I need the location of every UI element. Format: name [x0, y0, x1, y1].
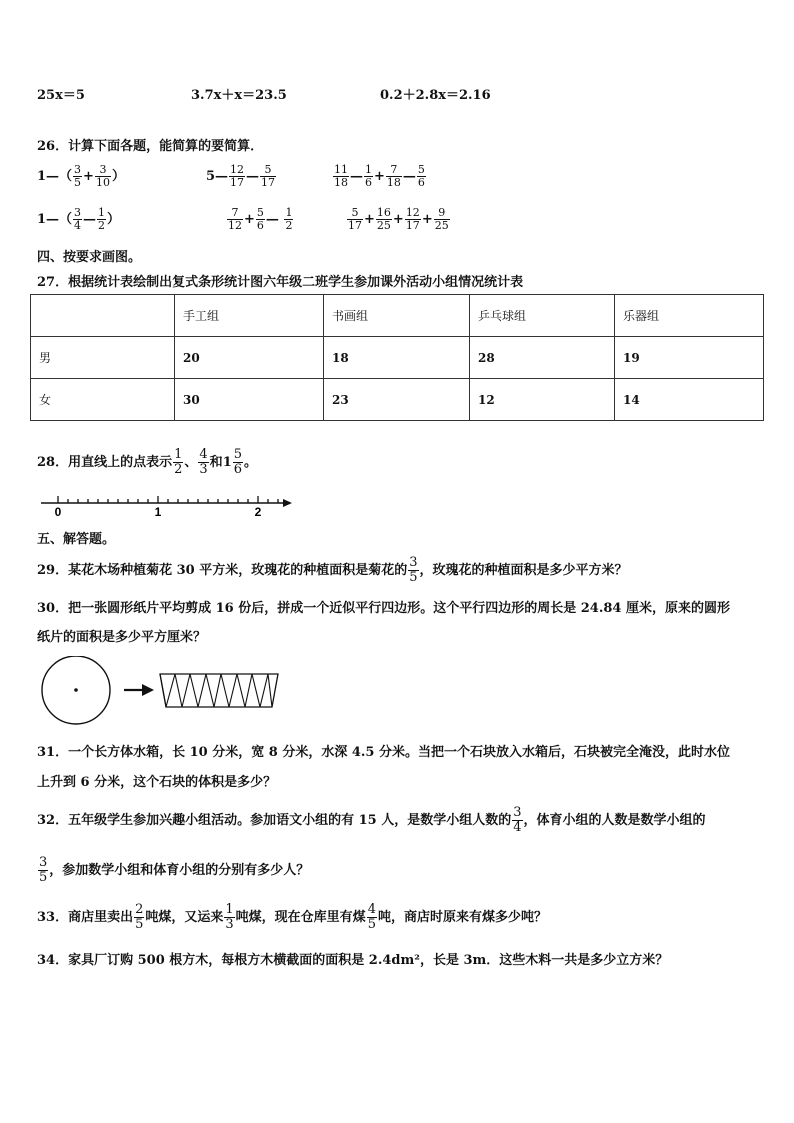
parallelogram-sectors: [160, 674, 272, 707]
table-row: [31, 379, 764, 421]
number-line-label-0: 0: [54, 505, 62, 519]
table-cell: 19: [615, 337, 764, 379]
q28-question: 28．用直线上的点表示 $\frac{1}{2}$ 、 $\frac{4}{3}$ 和1 $\frac{5}{6}$ 。: [37, 447, 258, 477]
table-cell: 20: [175, 337, 324, 379]
q31-line-1: 31．一个长方体水箱，长 10 分米，宽 8 分米，水深 4.5 分米。当把一个石块放入水箱后，石块被完全淹没，此时水位: [37, 745, 730, 760]
equation-3: 0.2＋2.8x＝2.16: [380, 88, 491, 103]
table-header-cell: 书画组: [324, 295, 470, 337]
number-line-label-1: 1: [154, 505, 162, 519]
arrow-head: [142, 684, 154, 696]
table-cell: 14: [615, 379, 764, 421]
number-line: [38, 494, 298, 520]
circle-center-dot: [74, 688, 78, 692]
q32-line-1: 32．五年级学生参加兴趣小组活动。参加语文小组的有 15 人，是数学小组人数的 $\frac{3}{4}$ ，体育小组的人数是数学小组的: [37, 805, 706, 835]
section-4-heading: 四、按要求画图。: [37, 250, 142, 265]
circle-to-parallelogram-figure: [38, 656, 318, 726]
table-header-cell: 手工组: [175, 295, 324, 337]
row-label: 男: [31, 337, 175, 379]
q30-line-2: 纸片的面积是多少平方厘米？: [37, 630, 207, 645]
table-cell: 23: [324, 379, 470, 421]
q26-expr-6: $\frac{5}{17}$ + $\frac{16}{25}$ + $\frac{12}{17}$ + $\frac{9}{25}$: [348, 206, 449, 232]
q27-title: 27．根据统计表绘制出复式条形统计图六年级二班学生参加课外活动小组情况统计表: [37, 275, 524, 290]
table-cell: 12: [470, 379, 615, 421]
table-header-row: [31, 295, 764, 337]
q26-expr-1: 1—（ $\frac{3}{5}$ + $\frac{3}{10}$ ）: [37, 163, 125, 189]
q29-question: 29．某花木场种植菊花 30 平方米，玫瑰花的种植面积是菊花的 $\frac{3}{5}$ ，玫瑰花的种植面积是多少平方米？: [37, 555, 628, 585]
q26-expr-3: $\frac{11}{18}$ — $\frac{1}{6}$ + $\frac{7}{18}$ — $\frac{5}{6}$: [334, 163, 425, 189]
q26-expr-5: $\frac{7}{12}$ + $\frac{5}{6}$ — $\frac{1}{2}$: [228, 206, 293, 232]
q26-title: 26．计算下面各题，能简算的要简算．: [37, 139, 264, 154]
table-cell: 18: [324, 337, 470, 379]
row-label: 女: [31, 379, 175, 421]
table-header-cell: 乒乓球组: [470, 295, 615, 337]
section-5-heading: 五、解答题。: [37, 532, 116, 547]
parallelogram-outline: [160, 674, 278, 707]
number-line-label-2: 2: [254, 505, 262, 519]
table-header-cell: 乐器组: [615, 295, 764, 337]
table-header-cell: [31, 295, 175, 337]
q30-line-1: 30．把一张圆形纸片平均剪成 16 份后，拼成一个近似平行四边形。这个平行四边形的周长是 24.84 厘米，原来的圆形: [37, 601, 730, 616]
q32-line-2: $\frac{3}{5}$ ，参加数学小组和体育小组的分别有多少人？: [39, 855, 310, 885]
q26-expr-2: 5— $\frac{12}{17}$ — $\frac{5}{17}$: [206, 163, 276, 189]
q33-question: 33．商店里卖出 $\frac{2}{5}$ 吨煤，又运来 $\frac{1}{3}$ 吨煤，现在仓库里有煤 $\frac{4}{5}$ 吨，商店时原来有煤多少吨？: [37, 902, 547, 932]
stats-table: [30, 294, 764, 421]
q31-line-2: 上升到 6 分米，这个石块的体积是多少？: [37, 775, 277, 790]
table-cell: 30: [175, 379, 324, 421]
equation-2: 3.7x＋x＝23.5: [191, 88, 287, 103]
table-row: [31, 337, 764, 379]
q26-expr-4: 1—（ $\frac{3}{4}$ — $\frac{1}{2}$ ）: [37, 206, 121, 232]
equation-1: 25x＝5: [37, 88, 85, 103]
table-cell: 28: [470, 337, 615, 379]
q34-question: 34．家具厂订购 500 根方木，每根方木横截面的面积是 2.4dm²，长是 3m．这些木料一共是多少立方米？: [37, 953, 669, 968]
